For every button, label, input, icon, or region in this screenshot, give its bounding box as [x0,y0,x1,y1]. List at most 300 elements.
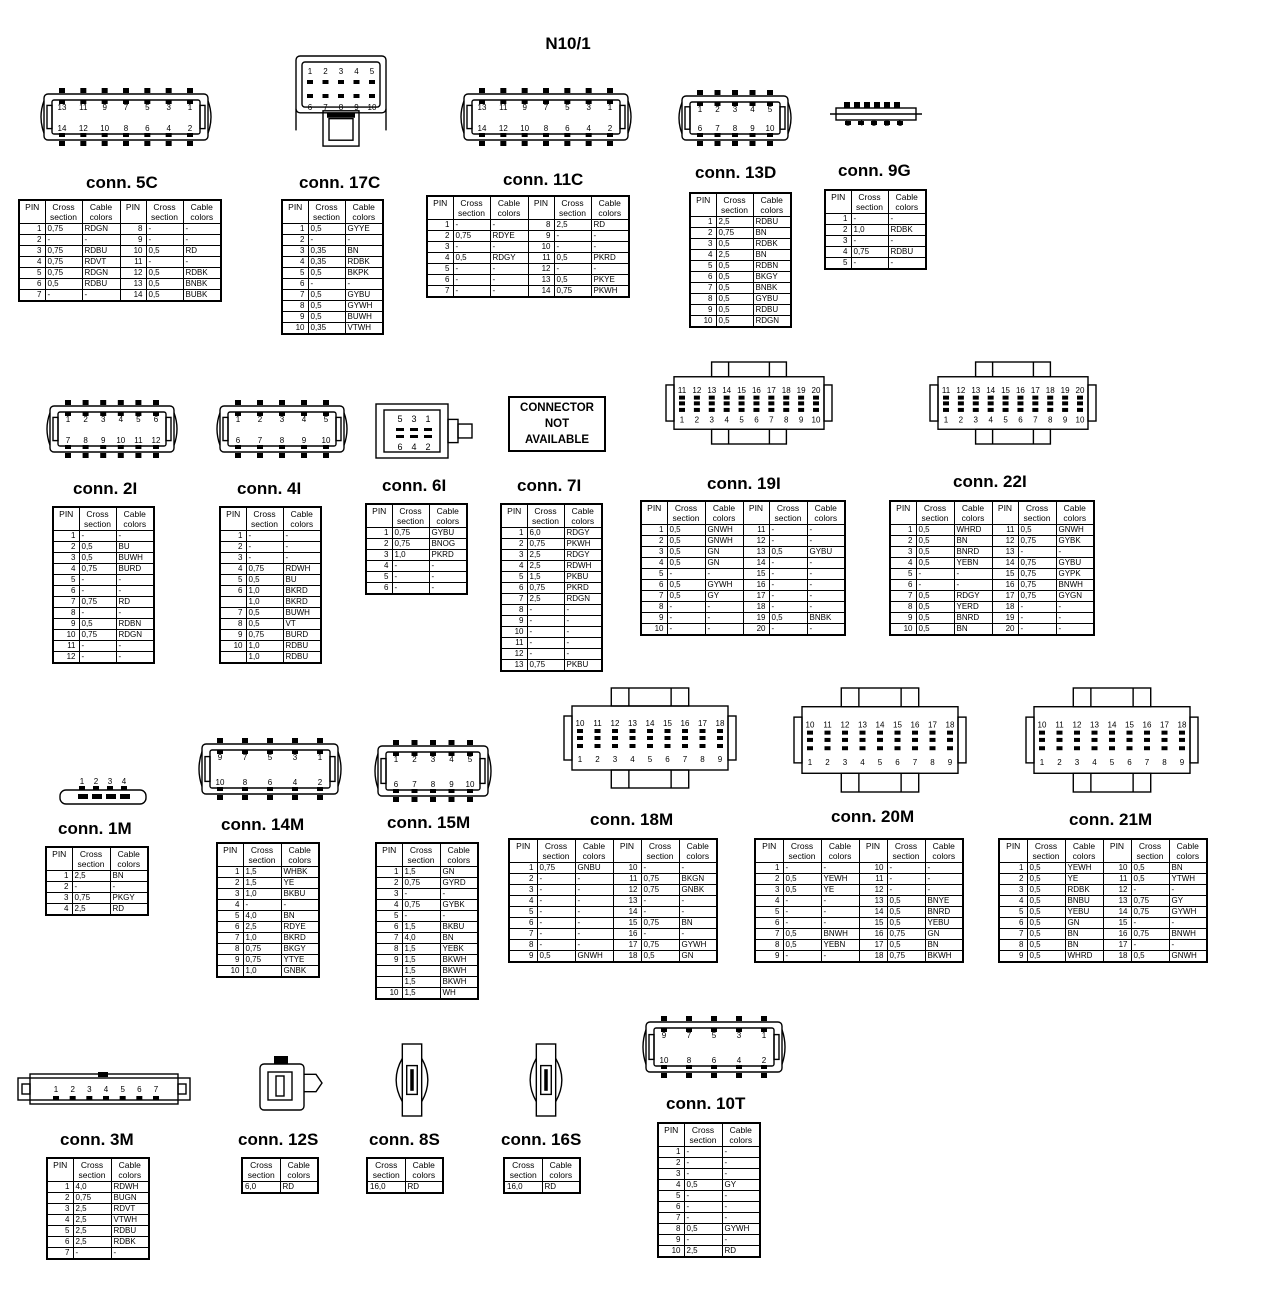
pin-table-4i [219,506,322,664]
pin-number: 14 [986,386,996,396]
pin-number: 17 [928,720,937,730]
cable-color-cell: BNOG [429,539,467,550]
table-row [427,264,629,275]
cable-color-cell: RD [405,1182,443,1194]
header-pin: PIN [376,843,402,867]
table-row [641,624,845,636]
cable-color-cell: - [888,214,926,225]
pin-number: 19 [796,386,806,396]
pin-cell: 6 [217,922,243,933]
cross-section-cell: - [769,602,807,613]
header-cross: Cross section [392,504,429,528]
cross-section-cell: 0,5 [783,874,821,885]
cable-color-cell: GY [1169,896,1207,907]
cable-color-cell: PKRD [591,253,629,264]
pin-cell: 14 [859,907,887,918]
header-colors: Cable colors [1065,839,1103,863]
connector-14m-drawing [193,735,347,803]
pin-cell: 3 [282,246,308,257]
header-cross: Cross section [887,839,925,863]
pin-contact [682,736,688,740]
cable-color-cell: RD [722,1246,760,1258]
latch-tab [522,141,528,146]
latch-tab [59,88,65,93]
cable-color-cell: BN [110,871,148,882]
table-row [220,619,321,630]
pin-number: 6 [665,755,670,764]
pin-number: 12 [498,124,508,133]
header-pin: PIN [220,507,246,531]
pin-number: 2 [595,755,600,764]
cross-section-cell: 0,5 [246,608,283,619]
cross-section-cell: - [641,863,679,874]
cross-section-cell: - [79,652,116,664]
header-pin: PIN [501,504,527,528]
table-row [509,896,717,907]
header-cross: Cross section [453,196,490,220]
pin-contact [930,738,936,742]
pin-number: 5 [397,414,403,424]
cross-section-cell: 2,5 [527,550,564,561]
cross-section-cell: - [641,907,679,918]
pin-cell: 10 [890,624,916,636]
pin-number: 7 [682,755,688,764]
pin-number: 4 [411,442,417,452]
header-cross: Cross section [504,1158,542,1182]
table-row [890,569,1094,580]
cable-color-cell: - [490,220,528,231]
pin-contact [586,133,592,137]
pin-contact [267,787,273,791]
pin-cell: 10 [501,627,527,638]
pin-cell: 4 [46,904,72,916]
latch-tab [118,400,124,405]
cable-color-cell: - [591,231,629,242]
pin-contact [732,133,738,137]
table-row [220,564,321,575]
cable-color-cell: BKGN [679,874,717,885]
pin-cell: 12 [528,264,554,275]
cable-color-cell: GNBU [575,863,613,874]
pin-contact [694,401,700,405]
pin-number: 5 [877,757,883,767]
cable-color-cell: - [283,531,321,542]
pin-cell: 7 [501,594,527,605]
cable-color-cell: GYWH [679,940,717,951]
table-row [690,316,791,328]
pin-cell: 2 [282,235,308,246]
cable-color-cell: - [490,242,528,253]
pin-number: 10 [811,415,821,425]
pin-number: 5 [267,753,273,762]
cable-color-cell: - [1056,602,1094,613]
pin-cell: 4 [282,257,308,268]
table-row [509,940,717,951]
cross-section-cell: - [453,242,490,253]
cross-section-cell: 0,5 [1027,929,1065,940]
pin-number: 16 [910,720,920,730]
cross-section-cell: 0,5 [1027,918,1065,929]
connector-13d-drawing [673,87,797,149]
pin-contact [424,428,432,431]
cable-color-cell: GYWH [722,1224,760,1235]
pin-table-9g [824,189,927,270]
cable-color-cell: PKWH [591,286,629,298]
pin-cell: 7 [890,591,916,602]
table-header-row [825,190,926,214]
pin-number: 5 [739,415,744,425]
cable-color-cell: BKWH [440,977,478,988]
pin-number: 6 [307,103,313,112]
cross-section-cell: 0,5 [684,1180,722,1191]
connector-label-21m: conn. 21M [1069,810,1153,829]
cable-color-cell: GYWH [1169,907,1207,918]
pin-number: 12 [610,719,620,728]
pin-contact [864,102,870,108]
table-header-row [690,193,791,217]
cross-section-cell: 0,35 [308,246,345,257]
pin-cell: 2 [366,539,392,550]
pin-number: 5 [767,105,773,114]
cable-color-cell: - [440,911,478,922]
cross-section-cell: 0,5 [667,536,705,547]
cable-color-cell: - [591,242,629,253]
table-row [53,641,154,652]
cable-color-cell: BN [753,228,791,239]
cross-section-cell: 0,5 [783,929,821,940]
cross-section-cell: - [146,257,183,268]
pin-contact [709,408,715,412]
cross-section-cell: - [769,624,807,636]
latch-tab [697,90,703,95]
pin-cell: 9 [376,955,402,966]
cross-section-cell: 0,75 [1018,536,1056,547]
pin-contact [338,80,344,84]
cable-color-cell: GYBU [1056,558,1094,569]
cross-section-cell: 0,5 [554,275,591,286]
cross-section-cell: - [243,900,281,911]
table-row [282,290,383,301]
header-cross: Cross section [402,843,440,867]
pin-cell: 6 [376,922,402,933]
lock-tab [274,1056,288,1064]
pin-number: 9 [354,103,359,112]
pin-cell: 3 [47,1204,73,1215]
header-cross: Cross section [45,200,82,224]
connector-label-5c: conn. 5C [86,173,158,192]
cable-color-cell: - [679,907,717,918]
pin-cell: 4 [890,558,916,569]
pin-cell: 12 [992,536,1018,547]
pin-cell: 8 [658,1224,684,1235]
pin-number: 8 [83,436,88,445]
table-row [427,242,629,253]
table-row [19,268,221,279]
pin-cell: 9 [999,951,1027,963]
pin-contact [1039,746,1045,750]
latch-tab [607,141,613,146]
table-row [220,531,321,542]
pin-number: 12 [840,720,850,730]
cross-section-cell: 6,0 [527,528,564,539]
cable-color-cell: YEBU [1065,907,1103,918]
cable-color-cell: GYYE [345,224,383,235]
pin-number: 4 [354,67,359,76]
pin-cell: 5 [217,911,243,922]
table-row [376,955,478,966]
latch-tab [467,740,473,745]
pin-number: 6 [393,780,399,789]
pin-contact [845,121,851,125]
table-row [46,904,148,916]
header-cross: Cross section [783,839,821,863]
cross-section-cell: - [146,224,183,235]
pin-contact [1003,408,1009,412]
cable-color-cell: VTWH [345,323,383,335]
cable-color-cell: - [564,649,602,660]
pin-number: 3 [100,415,106,424]
cross-section-cell: - [79,608,116,619]
pin-number: 4 [988,415,993,425]
table-row [890,525,1094,536]
pin-number: 7 [65,436,71,445]
pin-cell: 15 [613,918,641,929]
pin-cell: 13 [120,279,146,290]
pin-number: 2 [715,105,720,114]
latch-tab [100,453,106,458]
pin-cell: 11 [992,525,1018,536]
pin-cell: 1 [999,863,1027,874]
table-row [282,279,383,290]
header-pin: PIN [890,501,916,525]
cable-color-cell: - [705,624,743,636]
pin-contact [1127,731,1133,735]
cable-color-cell: - [591,264,629,275]
cross-section-cell: - [537,907,575,918]
cable-color-cell: BUBK [183,290,221,302]
cross-section-cell: 0,5 [916,525,954,536]
connector-label-22i: conn. 22I [953,472,1027,491]
cable-color-cell: - [722,1169,760,1180]
pin-number: 6 [153,415,159,424]
table-row [47,1237,149,1248]
pin-number: 2 [257,415,263,424]
pin-cell: 17 [859,940,887,951]
table-row [501,605,602,616]
pin-cell: 9 [217,955,243,966]
header-colors: Cable colors [1169,839,1207,863]
pin-number: 1 [761,1031,767,1040]
cross-section-cell: 1,0 [246,597,283,608]
pin-contact [711,1065,717,1069]
cross-section-cell: 0,5 [308,301,345,312]
table-row [220,608,321,619]
latch-tab [323,453,329,458]
cable-color-cell: - [440,889,478,900]
table-row [282,323,383,335]
connector-label-8s: conn. 8S [369,1130,440,1149]
table-row [282,268,383,279]
header-cross: Cross section [916,501,954,525]
header-pin: PIN [46,847,72,871]
latch-tab [257,453,263,458]
cross-section-cell: 1,0 [246,586,283,597]
cross-section-cell: 0,5 [887,918,925,929]
latch-tab [102,141,108,146]
cable-color-cell: RDVT [82,257,120,268]
cable-color-cell: - [345,279,383,290]
cross-section-cell: 0,75 [1018,558,1056,569]
table-header-row [220,507,321,531]
pin-contact [1179,738,1185,742]
header-cross: Cross section [242,1158,280,1182]
table-row [376,966,478,977]
table-header-row [427,196,629,220]
table-row [999,918,1207,929]
cable-color-cell: - [116,608,154,619]
cable-color-cell: - [722,1213,760,1224]
pin-number: 14 [1107,720,1117,730]
connector-6i-drawing [371,399,477,463]
cable-color-cell: - [807,536,845,547]
cable-color-cell: WHBK [281,867,319,878]
table-row [999,885,1207,896]
cable-color-cell: PKRD [429,550,467,561]
table-row [217,933,319,944]
cable-color-cell: BKRD [283,586,321,597]
cable-color-cell: - [575,907,613,918]
cross-section-cell: 0,5 [146,279,183,290]
latch-tab [430,797,436,802]
latch-tab [767,90,773,95]
latch-tab [767,141,773,146]
pin-number: 8 [732,124,738,133]
pin-contact [410,435,418,438]
header-pin: PIN [282,200,308,224]
cable-color-cell: RDBK [111,1237,149,1248]
pin-cell: 9 [509,951,537,963]
pin-cell: 4 [217,900,243,911]
cable-color-cell: - [110,882,148,893]
pin-number: 7 [686,1031,692,1040]
pin-contact [943,396,949,400]
pin-number: 1 [65,415,71,424]
pin-cell: 17 [743,591,769,602]
cable-color-cell: BKRD [281,933,319,944]
latch-tab [123,88,129,93]
latch-tab [187,141,193,146]
latch-tab [279,453,285,458]
pin-number: 3 [87,1085,92,1094]
cross-section-cell: 0,5 [308,268,345,279]
pin-contact [500,133,506,137]
table-row [53,652,154,664]
pin-table-6i [365,503,468,595]
cross-section-cell: 1,0 [246,652,283,664]
table-header-row [46,847,148,871]
latch-tab [761,1016,767,1021]
pin-number: 7 [1033,415,1038,425]
table-row [217,878,319,889]
pin-number: 17 [698,719,707,728]
cable-color-cell: YE [1065,874,1103,885]
key-tab [98,1072,108,1077]
pin-contact [973,396,979,400]
cross-section-cell: 0,5 [453,253,490,264]
pin-cell: 5 [501,572,527,583]
cross-section-cell: - [527,649,564,660]
pin-contact [1003,401,1009,405]
pin-cell: 4 [427,253,453,264]
pin-number: 6 [711,1056,717,1065]
pin-contact [661,1065,667,1069]
cross-section-cell: 0,5 [887,907,925,918]
pin-table-1m [45,846,149,916]
pin-cell: 13 [1103,896,1131,907]
pin-cell: 6 [509,918,537,929]
pin-contact [79,786,85,790]
cross-section-cell: 0,5 [146,290,183,302]
pin-contact [424,435,432,438]
pin-number: 10 [321,436,331,445]
cable-color-cell: RDBK [1065,885,1103,896]
pin-cell: 7 [53,597,79,608]
pin-number: 11 [499,103,508,112]
pin-cell: 4 [366,561,392,572]
cable-color-cell: RDGY [564,550,602,561]
cross-section-cell: - [246,531,283,542]
cross-section-cell: 0,75 [79,597,116,608]
table-row [47,1215,149,1226]
table-row [658,1235,760,1246]
cable-color-cell: BKBU [281,889,319,900]
cross-section-cell: 0,75 [243,944,281,955]
cross-section-cell: 0,75 [1131,896,1169,907]
cable-color-cell: - [722,1191,760,1202]
pin-contact [1127,746,1133,750]
cross-section-cell: 0,5 [716,305,753,316]
table-row [366,583,467,595]
pin-contact [930,746,936,750]
pin-contact [1179,746,1185,750]
cross-section-cell: 0,5 [554,253,591,264]
pin-contact [1057,738,1063,742]
pin-number: 4 [750,105,755,114]
pin-contact [83,445,89,449]
cable-color-cell: BNWH [1056,580,1094,591]
pin-contact [947,746,953,750]
pin-contact [1144,746,1150,750]
table-row [217,911,319,922]
pin-number: 4 [860,757,865,767]
pin-contact [647,736,653,740]
latch-tab [187,88,193,93]
pin-contact [187,133,193,137]
header-pin: PIN [366,504,392,528]
pin-number: 3 [279,415,285,424]
cross-section-cell: 0,75 [716,228,753,239]
cable-color-cell: RDWH [564,561,602,572]
cable-color-cell: BN [1065,940,1103,951]
pin-cell: 6 [53,586,79,597]
cable-color-cell: WHRD [954,525,992,536]
cable-color-cell: - [564,638,602,649]
table-row [509,863,717,874]
cross-section-cell: - [667,602,705,613]
cable-color-cell: - [575,929,613,940]
pin-table-21m [998,838,1208,963]
cross-section-cell: 0,75 [392,528,429,539]
